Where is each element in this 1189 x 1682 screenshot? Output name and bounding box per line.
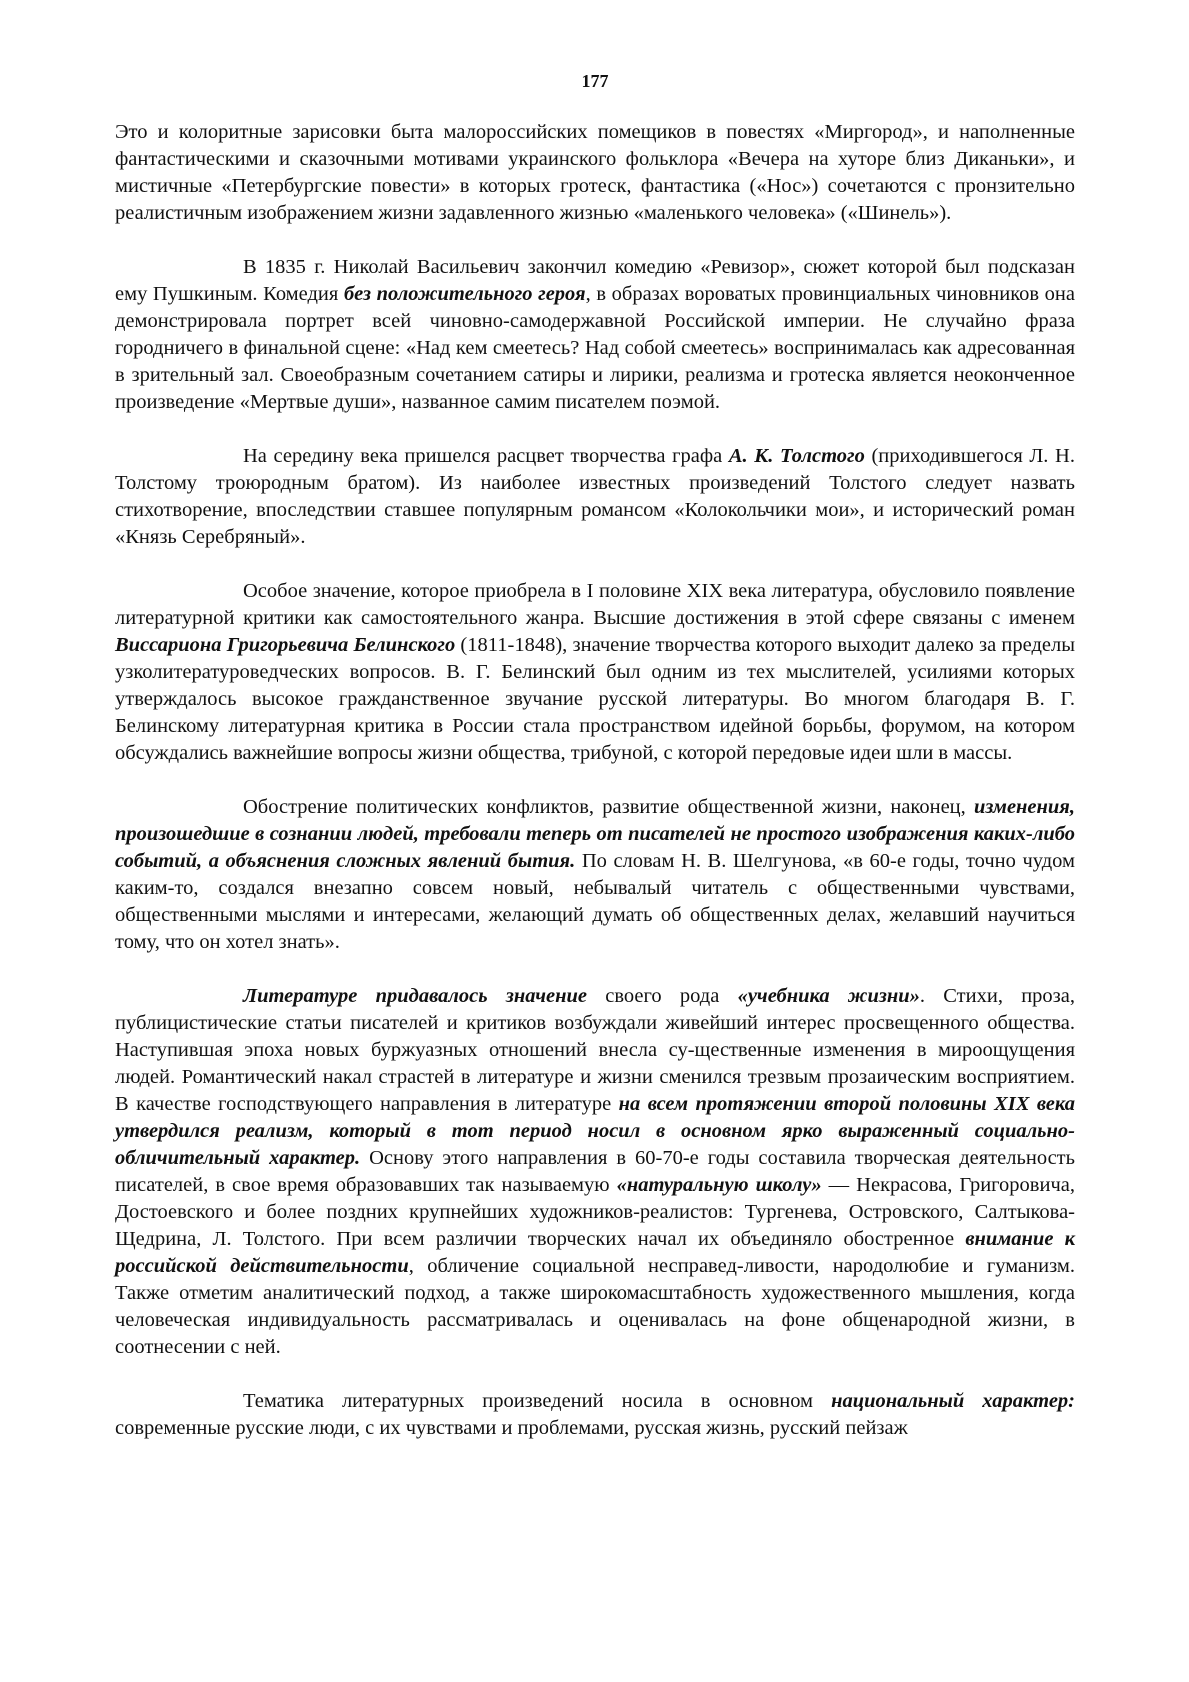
paragraph-p7 bbox=[115, 1388, 1075, 1442]
body-text-run: . Стихи, проза, публицистические статьи писателей и критиков возбуждали живейший интерес просвещенного общества. Наступившая эпоха новых буржуазных отношений внесла су-щественные изменения в мироощущения людей. Романтический накал страстей в литературе и жизни сменился трезвым прозаическим восприятием. В качестве господствующего направления в литературе bbox=[115, 985, 1075, 1115]
emphasis-text: «натуральную школу» bbox=[616, 1174, 822, 1196]
body-text-run: По словам Н. В. Шелгунова, «в 60-е годы, точно чудом каким-то, создался внезапно совсем новый, небывалый читатель с общественными чувствами, общественными мыслями и интересами, желающий думать об общественных делах, желавший научиться тому, что он хотел знать». bbox=[115, 850, 1075, 953]
body-text-run: Основу этого направления в 60-70-е годы составила творческая деятельность писателей, в свое время образовавших так называемую bbox=[115, 1147, 1075, 1196]
body-text-run: В 1835 г. Николай Васильевич закончил комедию «Ревизор», сюжет которой был подсказан ему Пушкиным. Комедия bbox=[115, 256, 1075, 305]
page-number: 177 bbox=[581, 71, 609, 91]
paragraph-p4 bbox=[115, 578, 1075, 767]
body-text-run: , обличение социальной несправед-ливости, народолюбие и гуманизм. Также отметим аналитический подход, а также широкомасштабность художественного мышления, когда человеческая индивидуальность рассматривалась и оценивалась на фоне общенародной жизни, в соотнесении с ней. bbox=[115, 1255, 1075, 1358]
paragraph-p2 bbox=[115, 254, 1075, 416]
emphasis-text: Литературе придавалось значение bbox=[243, 985, 587, 1007]
body-text bbox=[115, 119, 1075, 1442]
body-text-run: современные русские люди, с их чувствами и проблемами, русская жизнь, русский пейзаж bbox=[115, 1417, 908, 1439]
emphasis-text: изменения, произошедшие в сознании людей, требовали теперь от писателей не простого изображения каких-либо событий, а объяснения сложных явлений бытия. bbox=[115, 796, 1075, 872]
body-text-run: Обострение политических конфликтов, развитие общественной жизни, наконец, bbox=[243, 796, 975, 818]
paragraph-p6 bbox=[115, 983, 1075, 1361]
body-text-run: своего рода bbox=[586, 985, 738, 1007]
body-text-run: — Некрасова, Григоровича, Достоевского и более поздних крупнейших художников-реалистов: Тургенева, Островского, Салтыкова-Щедрина, Л. Толстого. При всем различии творческих начал их объединяло обостренное bbox=[115, 1174, 1075, 1250]
body-text-run: Особое значение, которое приобрела в I половине XIX века литература, обусловило появление литературной критики как самостоятельного жанра. Высшие достижения в этой сфере связаны с именем bbox=[115, 580, 1075, 629]
body-text-run: , в образах вороватых провинциальных чиновников она демонстрировала портрет всей чиновно-самодержавной Российской империи. Не случайно фраза городничего в финальной сцене: «Над кем смеетесь? Над собой смеетесь» воспринималась как адресованная в зрительный зал. Своеобразным сочетанием сатиры и лирики, реализма и гротеска является неоконченное произведение «Мертвые души», названное самим писателем поэмой. bbox=[115, 283, 1076, 413]
body-text-run: (1811-1848), значение творчества которого выходит далеко за пределы узколитературоведческих вопросов. В. Г. Белинский был одним из тех мыслителей, усилиями которых утверждалось высокое гражданственное звучание русской литературы. Во многом благодаря В. Г. Белинскому литературная критика в России стала пространством идейной борьбы, форумом, на котором обсуждались важнейшие вопросы жизни общества, трибуной, с которой передовые идеи шли в массы. bbox=[115, 634, 1075, 764]
emphasis-text: Виссариона Григорьевича Белинского bbox=[115, 634, 456, 656]
body-text-run: (приходившегося Л. Н. Толстому троюродным братом). Из наиболее известных произведений Толстого следует назвать стихотворение, впоследствии ставшее популярным романсом «Колокольчики мои», и исторический роман «Князь Серебряный». bbox=[115, 445, 1075, 548]
emphasis-text: без положительного героя bbox=[343, 283, 586, 305]
document-page bbox=[115, 0, 1075, 1442]
emphasis-text: А. К. Толстого bbox=[728, 445, 865, 467]
paragraph-p5 bbox=[115, 794, 1075, 956]
emphasis-text: национальный характер: bbox=[831, 1390, 1075, 1412]
paragraph-p1 bbox=[115, 119, 1075, 227]
emphasis-text: внимание к российской действительности bbox=[115, 1228, 1076, 1277]
emphasis-text: на всем протяжении второй половины XIX века утвердился реализм, который в тот период носил в основном ярко выраженный социально-обличительный характер. bbox=[115, 1093, 1075, 1169]
paragraph-p3 bbox=[115, 443, 1075, 551]
body-text-run: Тематика литературных произведений носила в основном bbox=[243, 1390, 832, 1412]
emphasis-text: «учебника жизни» bbox=[737, 985, 920, 1007]
body-text-run: Это и колоритные зарисовки быта малороссийских помещиков в повестях «Миргород», и наполненные фантастическими и сказочными мотивами украинского фольклора «Вечера на хуторе близ Диканьки», и мистичные «Петербургские повести» в которых гротеск, фантастика («Нос») сочетаются с пронзительно реалистичным изображением жизни задавленного жизнью «маленького человека» («Шинель»). bbox=[115, 121, 1075, 224]
body-text-run: На середину века пришелся расцвет творчества графа bbox=[243, 445, 729, 467]
